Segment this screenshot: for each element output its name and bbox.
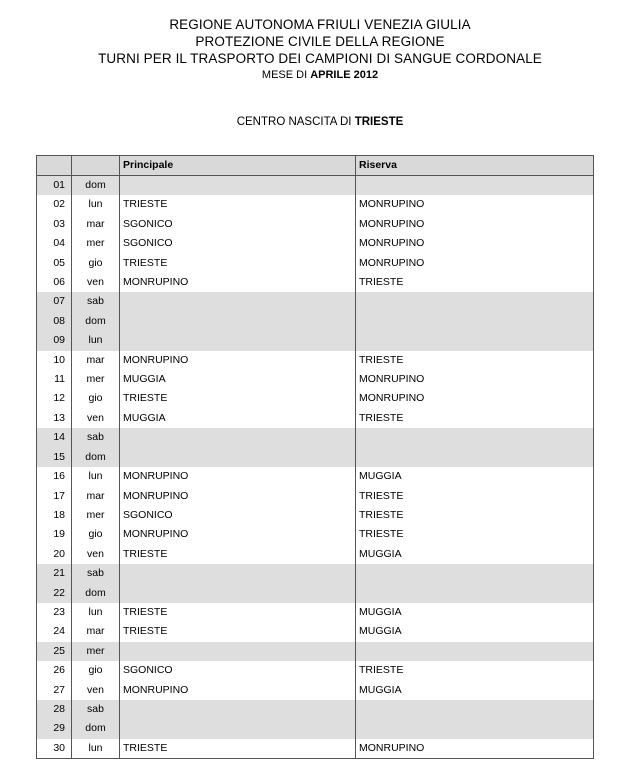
table-row <box>37 622 594 641</box>
riserva-cell: TRIESTE <box>356 351 594 370</box>
riserva-cell <box>356 292 594 311</box>
riserva-cell: TRIESTE <box>356 661 594 680</box>
principale-cell <box>120 700 356 719</box>
riserva-cell <box>356 719 594 738</box>
principale-cell: TRIESTE <box>120 603 356 622</box>
principale-cell <box>120 428 356 447</box>
day-number-cell: 16 <box>37 467 72 486</box>
day-number-cell: 24 <box>37 622 72 641</box>
principale-cell: TRIESTE <box>120 389 356 408</box>
day-number-cell: 23 <box>37 603 72 622</box>
weekday-cell: dom <box>72 448 120 467</box>
table-row <box>37 428 594 447</box>
table-row <box>37 331 594 350</box>
schedule-table <box>36 155 594 759</box>
day-number-cell: 30 <box>37 739 72 759</box>
principale-cell: SGONICO <box>120 215 356 234</box>
principale-cell: MONRUPINO <box>120 681 356 700</box>
day-number-cell: 17 <box>37 487 72 506</box>
table-row <box>37 545 594 564</box>
riserva-cell: TRIESTE <box>356 409 594 428</box>
principale-cell: TRIESTE <box>120 622 356 641</box>
table-row <box>37 234 594 253</box>
day-number-cell: 19 <box>37 525 72 544</box>
principale-cell <box>120 584 356 603</box>
day-number-cell: 06 <box>37 273 72 292</box>
weekday-cell: ven <box>72 409 120 428</box>
table-row <box>37 389 594 408</box>
day-number-cell: 08 <box>37 312 72 331</box>
principale-cell: MONRUPINO <box>120 467 356 486</box>
weekday-cell: gio <box>72 525 120 544</box>
riserva-cell: MONRUPINO <box>356 739 594 759</box>
table-row <box>37 409 594 428</box>
riserva-cell: MONRUPINO <box>356 389 594 408</box>
riserva-cell: MONRUPINO <box>356 254 594 273</box>
weekday-cell: lun <box>72 467 120 486</box>
day-number-cell: 18 <box>37 506 72 525</box>
birth-center-title <box>0 116 640 128</box>
weekday-cell: dom <box>72 719 120 738</box>
day-number-cell: 26 <box>37 661 72 680</box>
riserva-cell <box>356 700 594 719</box>
riserva-cell: MUGGIA <box>356 622 594 641</box>
riserva-cell: TRIESTE <box>356 525 594 544</box>
table-row <box>37 273 594 292</box>
weekday-cell: gio <box>72 389 120 408</box>
table-row <box>37 506 594 525</box>
principale-cell: MONRUPINO <box>120 273 356 292</box>
day-number-cell: 03 <box>37 215 72 234</box>
table-row <box>37 603 594 622</box>
principale-cell <box>120 448 356 467</box>
day-number-cell: 12 <box>37 389 72 408</box>
principale-cell: TRIESTE <box>120 254 356 273</box>
weekday-cell: mer <box>72 370 120 389</box>
col-header-principale: Principale <box>120 156 356 176</box>
table-row <box>37 739 594 759</box>
table-row <box>37 681 594 700</box>
principale-cell <box>120 564 356 583</box>
day-number-cell: 29 <box>37 719 72 738</box>
day-number-cell: 09 <box>37 331 72 350</box>
day-number-cell: 28 <box>37 700 72 719</box>
weekday-cell: ven <box>72 681 120 700</box>
weekday-cell: mar <box>72 215 120 234</box>
region-title: REGIONE AUTONOMA FRIULI VENEZIA GIULIA <box>169 17 471 32</box>
principale-cell: MONRUPINO <box>120 487 356 506</box>
center-name: TRIESTE <box>354 116 404 128</box>
riserva-cell: MONRUPINO <box>356 215 594 234</box>
month-prefix: MESE DI <box>261 69 308 81</box>
riserva-cell <box>356 312 594 331</box>
riserva-cell <box>356 642 594 661</box>
weekday-cell: mar <box>72 622 120 641</box>
table-row <box>37 195 594 214</box>
weekday-cell: mer <box>72 642 120 661</box>
day-number-cell: 07 <box>37 292 72 311</box>
table-row <box>37 719 594 738</box>
principale-cell: MONRUPINO <box>120 351 356 370</box>
riserva-cell <box>356 331 594 350</box>
table-row <box>37 176 594 196</box>
principale-cell: SGONICO <box>120 234 356 253</box>
day-number-cell: 21 <box>37 564 72 583</box>
principale-cell <box>120 312 356 331</box>
table-row <box>37 661 594 680</box>
day-number-cell: 01 <box>37 176 72 196</box>
month-value: APRILE 2012 <box>310 69 379 81</box>
table-row <box>37 370 594 389</box>
riserva-cell: MONRUPINO <box>356 234 594 253</box>
day-number-cell: 02 <box>37 195 72 214</box>
principale-cell <box>120 176 356 196</box>
day-number-cell: 20 <box>37 545 72 564</box>
weekday-cell: ven <box>72 273 120 292</box>
weekday-cell: gio <box>72 254 120 273</box>
principale-cell <box>120 642 356 661</box>
month-line <box>0 68 640 82</box>
weekday-cell: mer <box>72 506 120 525</box>
center-prefix: CENTRO NASCITA DI <box>236 116 352 128</box>
document-title: TURNI PER IL TRASPORTO DEI CAMPIONI DI SANGUE CORDONALE <box>98 51 542 66</box>
col-header-riserva: Riserva <box>356 156 594 176</box>
principale-cell <box>120 331 356 350</box>
day-number-cell: 27 <box>37 681 72 700</box>
day-number-cell: 22 <box>37 584 72 603</box>
principale-cell: MONRUPINO <box>120 525 356 544</box>
day-number-cell: 13 <box>37 409 72 428</box>
agency-title: PROTEZIONE CIVILE DELLA REGIONE <box>195 34 445 49</box>
principale-cell: TRIESTE <box>120 195 356 214</box>
principale-cell: SGONICO <box>120 661 356 680</box>
riserva-cell: MUGGIA <box>356 681 594 700</box>
table-row <box>37 215 594 234</box>
weekday-cell: mar <box>72 351 120 370</box>
riserva-cell: TRIESTE <box>356 487 594 506</box>
day-number-cell: 25 <box>37 642 72 661</box>
table-header-row <box>37 156 594 176</box>
table-row <box>37 487 594 506</box>
table-row <box>37 351 594 370</box>
day-number-cell: 11 <box>37 370 72 389</box>
col-header-number <box>37 156 72 176</box>
day-number-cell: 14 <box>37 428 72 447</box>
day-number-cell: 15 <box>37 448 72 467</box>
table-row <box>37 584 594 603</box>
principale-cell <box>120 292 356 311</box>
weekday-cell: sab <box>72 428 120 447</box>
riserva-cell <box>356 564 594 583</box>
riserva-cell: MONRUPINO <box>356 195 594 214</box>
col-header-weekday <box>72 156 120 176</box>
weekday-cell: mer <box>72 234 120 253</box>
table-row <box>37 312 594 331</box>
riserva-cell: TRIESTE <box>356 506 594 525</box>
table-row <box>37 254 594 273</box>
weekday-cell: dom <box>72 176 120 196</box>
table-row <box>37 525 594 544</box>
principale-cell <box>120 719 356 738</box>
weekday-cell: mar <box>72 487 120 506</box>
principale-cell: TRIESTE <box>120 545 356 564</box>
principale-cell: MUGGIA <box>120 409 356 428</box>
table-row <box>37 564 594 583</box>
principale-cell: MUGGIA <box>120 370 356 389</box>
riserva-cell: MUGGIA <box>356 545 594 564</box>
riserva-cell <box>356 176 594 196</box>
riserva-cell: MUGGIA <box>356 603 594 622</box>
principale-cell: TRIESTE <box>120 739 356 759</box>
weekday-cell: gio <box>72 661 120 680</box>
weekday-cell: dom <box>72 312 120 331</box>
weekday-cell: lun <box>72 603 120 622</box>
weekday-cell: lun <box>72 739 120 759</box>
document-header <box>0 16 640 82</box>
weekday-cell: lun <box>72 195 120 214</box>
weekday-cell: dom <box>72 584 120 603</box>
riserva-cell <box>356 448 594 467</box>
table-row <box>37 642 594 661</box>
day-number-cell: 04 <box>37 234 72 253</box>
table-row <box>37 292 594 311</box>
table-row <box>37 467 594 486</box>
schedule-table-wrapper <box>36 155 593 759</box>
riserva-cell: MONRUPINO <box>356 370 594 389</box>
weekday-cell: sab <box>72 700 120 719</box>
weekday-cell: ven <box>72 545 120 564</box>
principale-cell: SGONICO <box>120 506 356 525</box>
riserva-cell <box>356 584 594 603</box>
weekday-cell: sab <box>72 292 120 311</box>
day-number-cell: 05 <box>37 254 72 273</box>
table-row <box>37 700 594 719</box>
table-row <box>37 448 594 467</box>
weekday-cell: lun <box>72 331 120 350</box>
riserva-cell <box>356 428 594 447</box>
riserva-cell: TRIESTE <box>356 273 594 292</box>
weekday-cell: sab <box>72 564 120 583</box>
day-number-cell: 10 <box>37 351 72 370</box>
riserva-cell: MUGGIA <box>356 467 594 486</box>
